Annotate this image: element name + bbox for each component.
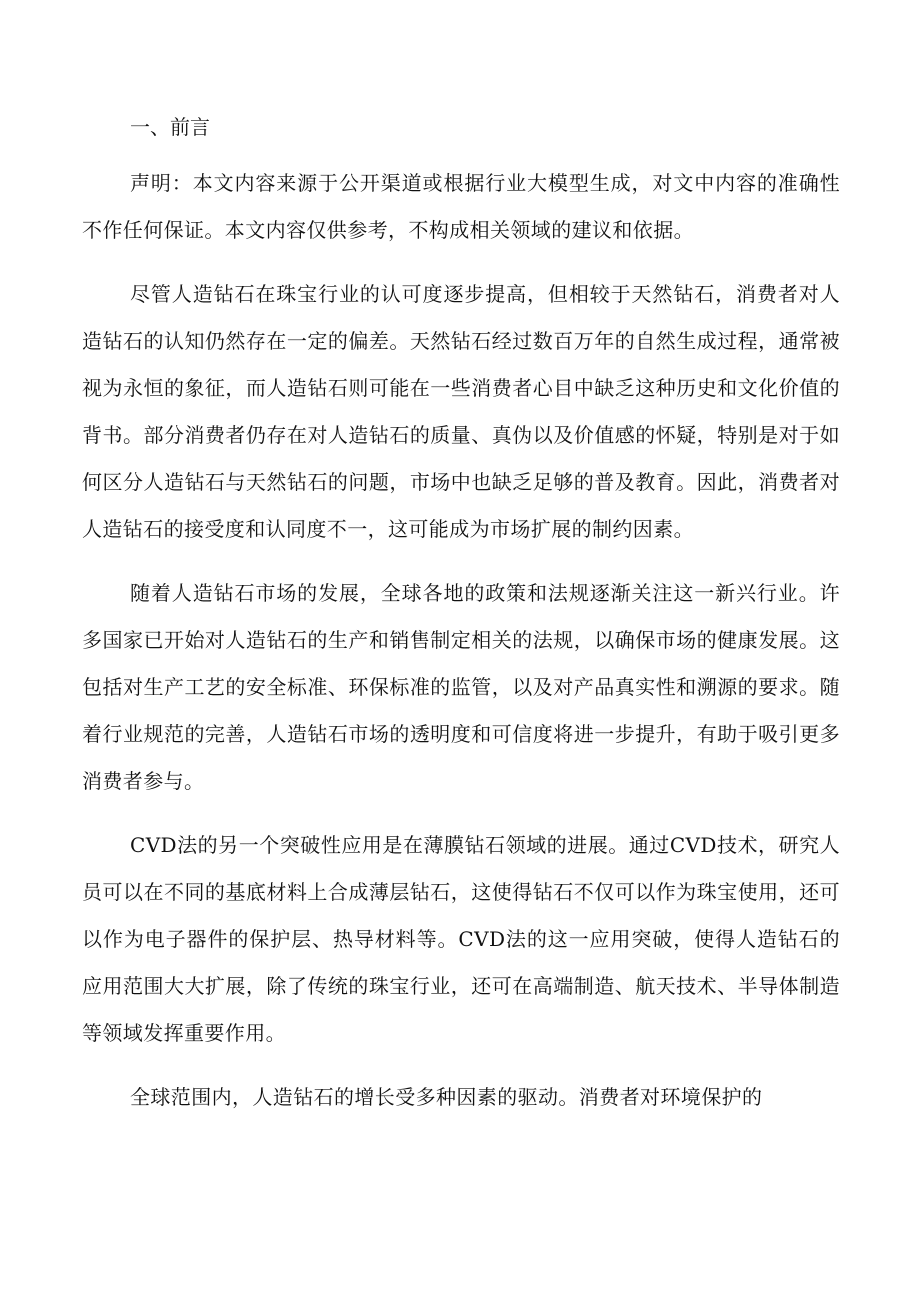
- growth-drivers-paragraph: 全球范围内，人造钻石的增长受多种因素的驱动。消费者对环境保护的: [130, 1085, 763, 1109]
- disclaimer-paragraph: 声明：本文内容来源于公开渠道或根据行业大模型生成，对文中内容的准确性不作任何保证。本文内容仅供参考，不构成相关领域的建议和依据。: [82, 171, 840, 242]
- cvd-application-paragraph: CVD法的另一个突破性应用是在薄膜钻石领域的进展。通过CVD技术，研究人员可以在不同的基底材料上合成薄层钻石，这使得钻石不仅可以作为珠宝使用，还可以作为电子器件的保护层、热导材料等。CVD法的这一应用突破，使得人造钻石的应用范围大大扩展，除了传统的珠宝行业，还可在高端制造、航天技术、半导体制造等领域发挥重要作用。: [82, 833, 840, 1045]
- consumer-perception-paragraph: 尽管人造钻石在珠宝行业的认可度逐步提高，但相较于天然钻石，消费者对人造钻石的认知仍然存在一定的偏差。天然钻石经过数百万年的自然生成过程，通常被视为永恒的象征，而人造钻石则可能在一些消费者心目中缺乏这种历史和文化价值的背书。部分消费者仍存在对人造钻石的质量、真伪以及价值感的怀疑，特别是对于如何区分人造钻石与天然钻石的问题，市场中也缺乏足够的普及教育。因此，消费者对人造钻石的接受度和认同度不一，这可能成为市场扩展的制约因素。: [82, 282, 840, 541]
- section-heading: 一、前言: [130, 115, 210, 139]
- regulation-paragraph: 随着人造钻石市场的发展，全球各地的政策和法规逐渐关注这一新兴行业。许多国家已开始对人造钻石的生产和销售制定相关的法规，以确保市场的健康发展。这包括对生产工艺的安全标准、环保标准的监管，以及对产品真实性和溯源的要求。随着行业规范的完善，人造钻石市场的透明度和可信度将进一步提升，有助于吸引更多消费者参与。: [82, 581, 840, 793]
